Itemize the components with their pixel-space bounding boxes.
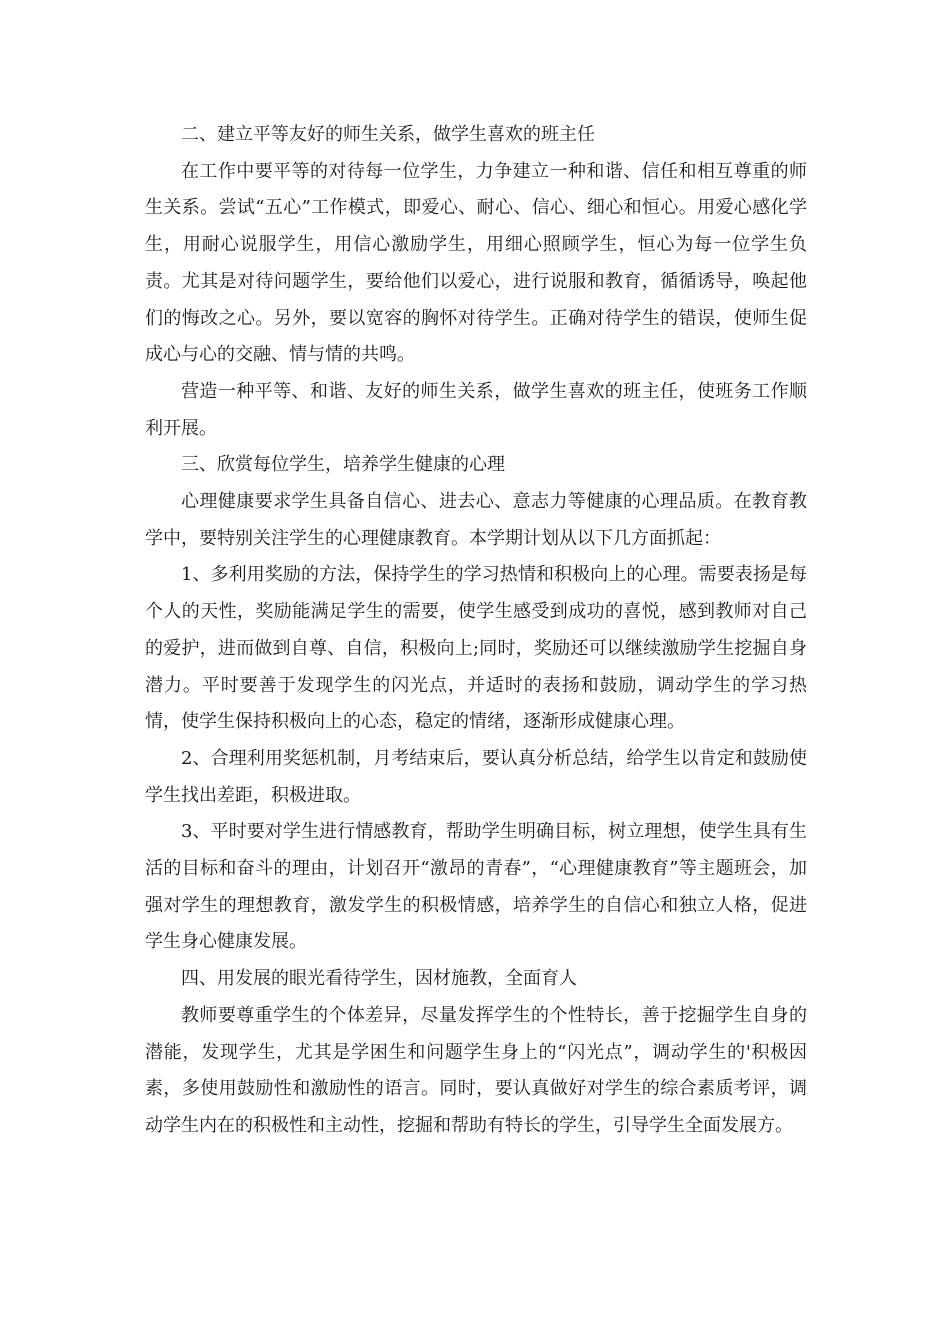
list-item-2-reward-punishment: 2、合理利用奖惩机制，月考结束后，要认真分析总结，给学生以肯定和鼓励使学生找出差距，积极进取。 [145,747,807,806]
paragraph-teacher-student-relationship: 在工作中要平等的对待每一位学生，力争建立一种和谐、信任和相互尊重的师生关系。尝试“五心”工作模式，即爱心、耐心、信心、细心和恒心。用爱心感化学生，用耐心说服学生，用信心激励学生，用细心照顾学生，恒心为每一位学生负责。尤其是对待问题学生，要给他们以爱心，进行说服和教育，循循诱导，唤起他们的悔改之心。另外，要以宽容的胸怀对待学生。正确对待学生的错误，使师生促成心与心的交融、情与情的共鸣。 [145,160,807,366]
section-heading-2: 二、建立平等友好的师生关系，做学生喜欢的班主任 [181,124,595,145]
section-heading-3: 三、欣赏每位学生，培养学生健康的心理 [181,454,505,476]
paragraph-mental-health: 心理健康要求学生具备自信心、进去心、意志力等健康的心理品质。在教育教学中，要特别关注学生的心理健康教育。本学期计划从以下几方面抓起： [145,491,807,549]
section-heading-4: 四、用发展的眼光看待学生，因材施教，全面育人 [181,968,577,990]
document-page [145,117,807,1145]
list-item-1-rewards: 1、多利用奖励的方法，保持学生的学习热情和积极向上的心理。需要表扬是每个人的天性，奖励能满足学生的需要，使学生感受到成功的喜悦，感到教师对自己的爱护，进而做到自尊、自信，积极向上;同时，奖励还可以继续激励学生挖掘自身潜力。平时要善于发现学生的闪光点，并适时的表扬和鼓励，调动学生的学习热情，使学生保持积极向上的心态，稳定的情绪，逐渐形成健康心理。 [145,564,807,733]
paragraph-individual-differences: 教师要尊重学生的个体差异，尽量发挥学生的个性特长，善于挖掘学生自身的潜能，发现学生，尤其是学困生和问题学生身上的“闪光点”，调动学生的'积极因素，多使用鼓励性和激励性的语言。同时，要认真做好对学生的综合素质考评，调动学生内在的积极性和主动性，挖掘和帮助有特长的学生，引导学生全面发展方。 [145,1004,807,1136]
paragraph-equal-relationship: 营造一种平等、和谐、友好的师生关系，做学生喜欢的班主任，使班务工作顺利开展。 [145,380,807,439]
list-item-3-emotional-education: 3、平时要对学生进行情感教育，帮助学生明确目标，树立理想，使学生具有生活的目标和奋斗的理由，计划召开“激昂的青春”，“心理健康教育”等主题班会，加强对学生的理想教育，激发学生的积极情感，培养学生的自信心和独立人格，促进学生身心健康发展。 [145,821,807,953]
